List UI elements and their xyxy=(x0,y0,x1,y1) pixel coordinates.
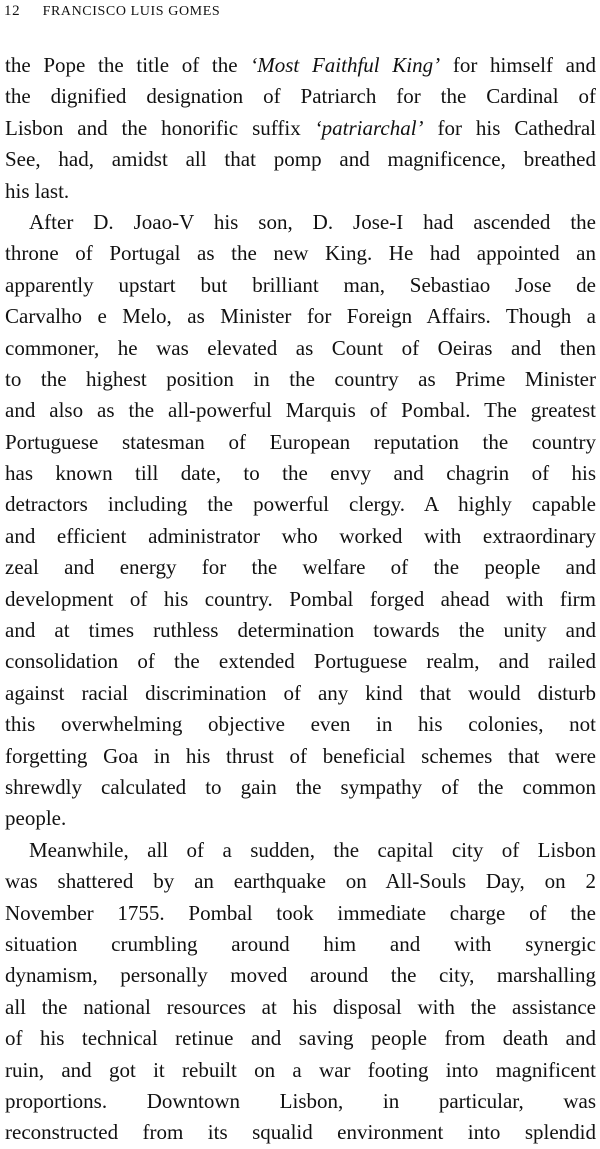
text-line: consolidation of the extended Portuguese realm, and railed xyxy=(5,649,596,674)
paragraph xyxy=(5,50,596,207)
text-line: has known till date, to the envy and chagrin of his xyxy=(5,461,596,486)
text-line: and efficient administrator who worked with extraordinary xyxy=(5,523,596,548)
body-text xyxy=(5,50,596,1149)
text-line: the dignified designation of Patriarch for the Cardinal of xyxy=(5,84,596,109)
paragraph xyxy=(5,835,596,1149)
italic-phrase: ‘patriarchal’ xyxy=(314,115,424,140)
text-line: and at times ruthless determination towards the unity and xyxy=(5,618,596,643)
paragraph xyxy=(5,207,596,835)
text-line: forgetting Goa in his thrust of beneficial schemes that were xyxy=(5,743,596,768)
text-line: people. xyxy=(5,806,67,831)
text-line: to the highest position in the country as Prime Minister xyxy=(5,366,596,391)
text-line: November 1755. Pombal took immediate charge of the xyxy=(5,900,596,925)
text-line: against racial discrimination of any kind that would disturb xyxy=(5,680,596,705)
text-line: situation crumbling around him and with synergic xyxy=(5,931,596,956)
text-line: his last. xyxy=(5,178,70,203)
text-line: dynamism, personally moved around the city, marshalling xyxy=(5,963,596,988)
text-line: See, had, amidst all that pomp and magnificence, breathed xyxy=(5,147,596,172)
text-line: commoner, he was elevated as Count of Oeiras and then xyxy=(5,335,596,360)
text-line: proportions. Downtown Lisbon, in particular, was xyxy=(5,1088,596,1113)
text-line: reconstructed from its squalid environment into splendid xyxy=(5,1120,596,1145)
text-line: Carvalho e Melo, as Minister for Foreign Affairs. Though a xyxy=(5,304,596,329)
text-line: Portuguese statesman of European reputation the country xyxy=(5,429,596,454)
text-line: this overwhelming objective even in his colonies, not xyxy=(5,712,596,737)
text-line: Meanwhile, all of a sudden, the capital city of Lisbon xyxy=(29,837,596,862)
text-line: all the national resources at his disposal with the assistance xyxy=(5,994,596,1019)
text-line: development of his country. Pombal forged ahead with firm xyxy=(5,586,596,611)
text-line: throne of Portugal as the new King. He had appointed an xyxy=(5,241,596,266)
running-head xyxy=(4,0,594,22)
text-line: and also as the all-powerful Marquis of Pombal. The greatest xyxy=(5,398,596,423)
running-head-author: FRANCISCO LUIS GOMES xyxy=(42,4,221,19)
page-number: 12 xyxy=(4,3,21,19)
text-line: was shattered by an earthquake on All-Souls Day, on 2 xyxy=(5,869,596,894)
text-line: the Pope the title of the ‘Most Faithful King’ for himself and xyxy=(5,53,597,77)
text-line: apparently upstart but brilliant man, Sebastiao Jose de xyxy=(5,272,596,297)
italic-phrase: ‘Most Faithful King’ xyxy=(250,53,441,77)
text-line: detractors including the powerful clergy. A highly capable xyxy=(5,492,596,517)
text-line: of his technical retinue and saving people from death and xyxy=(5,1026,596,1051)
text-line: Lisbon and the honorific suffix ‘patriarchal’ for his Cathedral xyxy=(5,115,596,140)
text-line: zeal and energy for the welfare of the people and xyxy=(5,555,596,580)
text-line: shrewdly calculated to gain the sympathy of the common xyxy=(5,774,596,799)
text-line: After D. Joao-V his son, D. Jose-I had ascended the xyxy=(29,209,596,234)
text-line: ruin, and got it rebuilt on a war footing into magnificent xyxy=(5,1057,596,1082)
